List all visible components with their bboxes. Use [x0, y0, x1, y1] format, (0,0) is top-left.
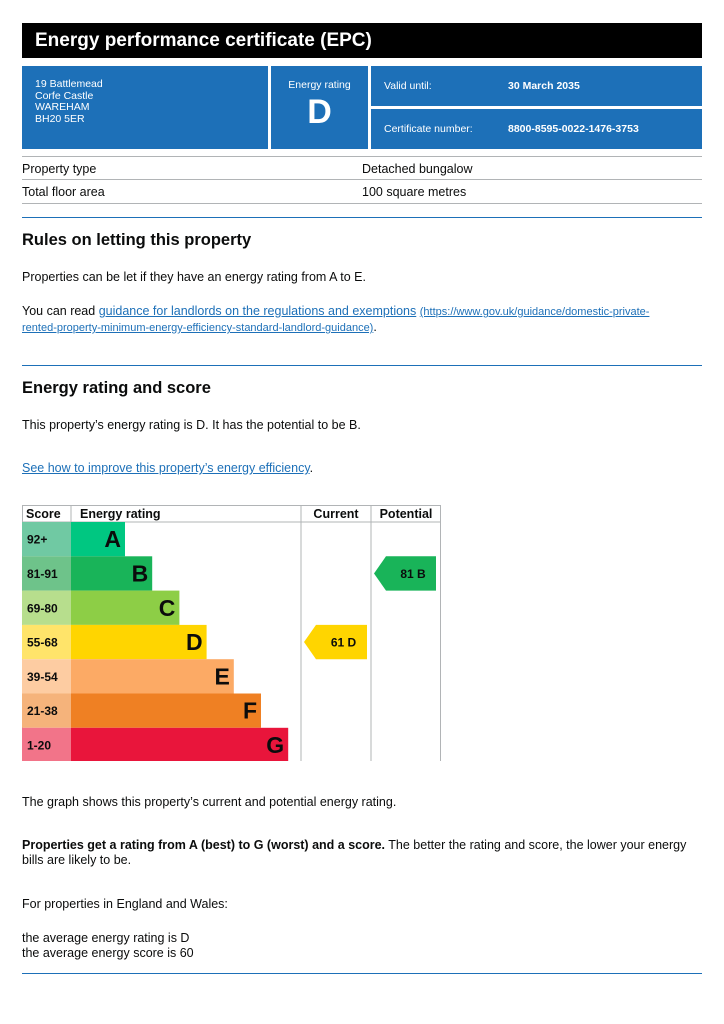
rating-bar-letter: G: [266, 731, 285, 758]
header-score: Score: [26, 507, 61, 521]
property-key: Property type: [22, 162, 97, 176]
score-range-label: 92+: [27, 532, 48, 547]
address-line: 19 Battlemead: [35, 78, 103, 90]
score-range-label: 55-68: [27, 635, 58, 650]
improve-link[interactable]: See how to improve this property’s energy efficiency: [22, 461, 310, 475]
rating-bar: [71, 659, 234, 693]
energy-rating-para: This property’s energy rating is D. It has the potential to be B.: [22, 418, 361, 432]
score-range-label: 69-80: [27, 601, 58, 616]
average-rating: the average energy rating is D: [22, 931, 190, 945]
rating-bar-letter: C: [158, 594, 176, 621]
improve-suffix: .: [309, 461, 314, 475]
rating-explanation: [22, 838, 692, 868]
address-line: Corfe Castle: [35, 89, 94, 102]
rating-bar: [71, 694, 261, 728]
valid-until-value: 30 March 2035: [508, 80, 580, 92]
rating-explanation-bold: Properties get a rating from A (best) to G (worst) and a score.: [22, 838, 386, 852]
guidance-url-line2: rented-property-minimum-energy-efficiency-standard-landlord-guidance): [22, 322, 374, 334]
average-score: the average energy score is 60: [22, 946, 194, 960]
guidance-prefix: You can read: [22, 304, 99, 318]
letting-heading: Rules on letting this property: [22, 231, 252, 249]
rating-explanation-rest: The better the rating and score, the lower your energy bills are likely to be.: [22, 838, 687, 867]
score-range-label: 1-20: [27, 738, 52, 753]
address-line: BH20 5ER: [35, 112, 85, 125]
letting-para: Properties can be let if they have an energy rating from A to E.: [22, 270, 366, 284]
guidance-suffix: .: [373, 320, 377, 334]
letting-guidance-para: [22, 304, 692, 336]
page-title: Energy performance certificate (EPC): [22, 23, 702, 58]
energy-rating-label: Energy rating: [288, 79, 351, 91]
potential-rating-arrow-label: 81 B: [400, 566, 426, 581]
header-energy-rating: Energy rating: [80, 507, 161, 521]
property-row: [22, 156, 702, 180]
section-divider: [22, 217, 702, 218]
certificate-number-box: [371, 109, 702, 149]
rating-bar: [71, 728, 288, 761]
header-current: Current: [313, 507, 359, 521]
property-value: 100 square metres: [362, 185, 467, 199]
energy-rating-chart: [22, 505, 441, 761]
improve-para: [22, 461, 692, 476]
rating-bar-letter: A: [104, 526, 121, 553]
valid-until-box: [371, 66, 702, 106]
england-wales-para: For properties in England and Wales:: [22, 897, 228, 911]
rating-bar-letter: D: [185, 629, 203, 656]
certificate-number-value: 8800-8595-0022-1476-3753: [508, 123, 639, 135]
score-range-label: 81-91: [27, 566, 58, 581]
score-range-label: 39-54: [27, 669, 58, 684]
score-range-label: 21-38: [27, 704, 58, 719]
property-value: Detached bungalow: [362, 162, 473, 176]
energy-rating-letter: D: [307, 93, 332, 131]
rating-bar-letter: E: [214, 663, 230, 690]
energy-rating-chart-svg: [22, 505, 441, 761]
certificate-number-label: Certificate number:: [384, 123, 473, 135]
energy-rating-heading: Energy rating and score: [22, 379, 211, 397]
summary-box: [22, 66, 702, 149]
current-rating-arrow-label: 61 D: [330, 635, 357, 650]
graph-explanation: The graph shows this property’s current and potential energy rating.: [22, 795, 397, 809]
section-divider: [22, 365, 702, 366]
energy-rating-box: [271, 66, 368, 149]
guidance-link[interactable]: guidance for landlords on the regulations and exemptions: [98, 304, 417, 318]
valid-until-label: Valid until:: [384, 80, 432, 92]
property-key: Total floor area: [22, 185, 105, 199]
rating-bar-letter: B: [131, 560, 149, 587]
header-potential: Potential: [379, 507, 433, 521]
address: [22, 66, 268, 149]
property-row: [22, 180, 702, 204]
guidance-url-line1: (https://www.gov.uk/guidance/domestic-private-: [419, 306, 650, 318]
rating-bar-letter: F: [242, 697, 257, 724]
address-line: WAREHAM: [35, 101, 90, 113]
property-table: [22, 156, 702, 204]
section-divider: [22, 973, 702, 974]
